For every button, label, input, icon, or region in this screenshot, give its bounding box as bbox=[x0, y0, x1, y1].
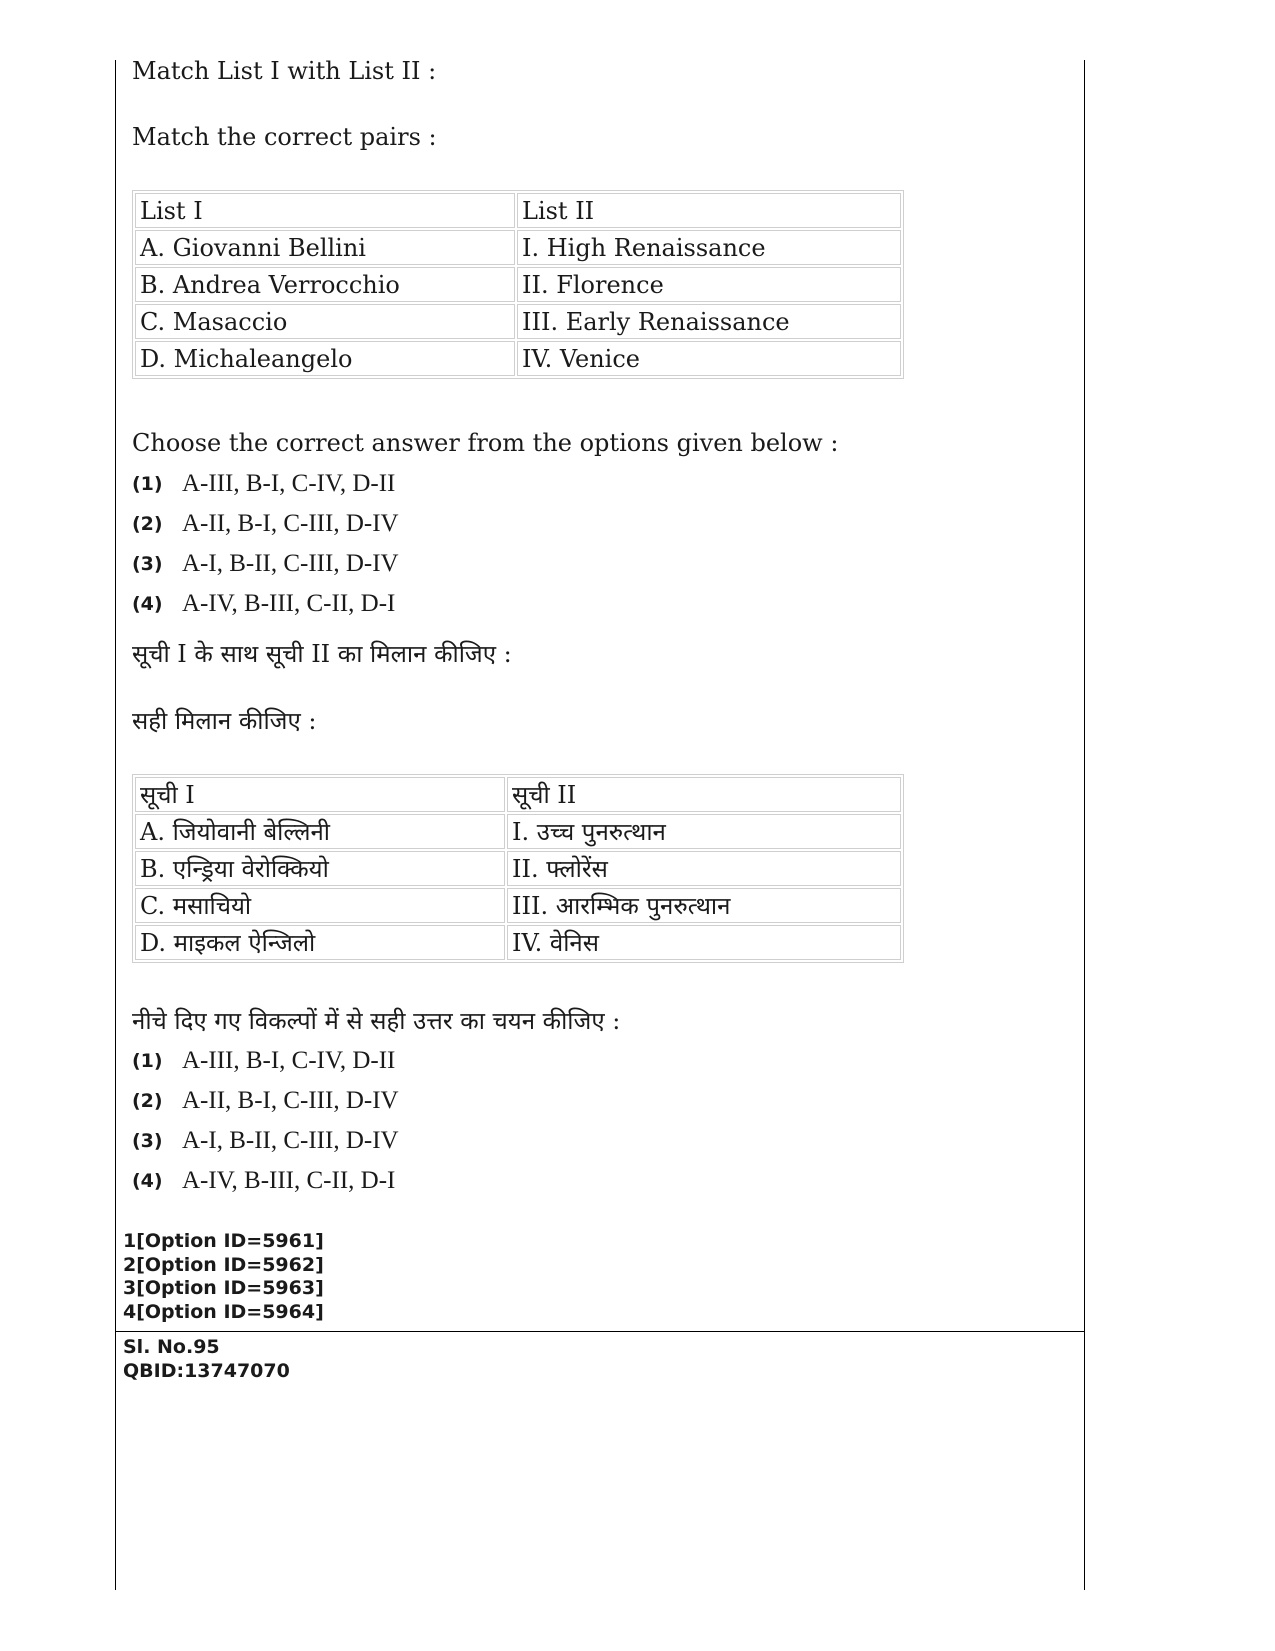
table-row bbox=[135, 888, 901, 923]
table-cell: II. Florence bbox=[517, 267, 901, 302]
option-number: (1) bbox=[132, 473, 163, 495]
table-header-cell: सूची II bbox=[507, 777, 901, 812]
match-table-hi bbox=[132, 774, 904, 963]
option-1-hi bbox=[132, 1047, 395, 1079]
option-text: A-III, B-I, C-IV, D-II bbox=[182, 1047, 396, 1074]
option-number: (2) bbox=[132, 1090, 163, 1112]
question-instruction-en: Match List I with List II : bbox=[132, 57, 437, 85]
question-bank-id: QBID:13747070 bbox=[123, 1359, 290, 1382]
table-row bbox=[135, 814, 901, 849]
table-cell: IV. वेनिस bbox=[507, 925, 901, 960]
option-3-en bbox=[132, 550, 399, 582]
table-row bbox=[135, 925, 901, 960]
option-text: A-I, B-II, C-III, D-IV bbox=[182, 550, 399, 577]
option-2-en bbox=[132, 510, 399, 542]
option-number: (4) bbox=[132, 593, 163, 615]
table-cell: II. फ्लोरेंस bbox=[507, 851, 901, 886]
table-cell: I. High Renaissance bbox=[517, 230, 901, 265]
option-number: (4) bbox=[132, 1170, 163, 1192]
page-left-border bbox=[115, 60, 116, 1590]
option-id-list bbox=[123, 1230, 324, 1324]
option-id: 3[Option ID=5963] bbox=[123, 1277, 324, 1299]
option-2-hi bbox=[132, 1087, 399, 1119]
serial-number: Sl. No.95 bbox=[123, 1336, 220, 1358]
option-number: (3) bbox=[132, 553, 163, 575]
table-header-cell: सूची I bbox=[135, 777, 505, 812]
option-text: A-I, B-II, C-III, D-IV bbox=[182, 1127, 399, 1154]
option-4-en bbox=[132, 590, 395, 622]
option-text: A-IV, B-III, C-II, D-I bbox=[182, 590, 396, 617]
table-header-row bbox=[135, 193, 901, 228]
question-subinstruction-en: Match the correct pairs : bbox=[132, 123, 437, 151]
table-cell: D. माइकल ऐन्जिलो bbox=[135, 925, 505, 960]
option-4-hi bbox=[132, 1167, 395, 1199]
option-1-en bbox=[132, 470, 395, 502]
table-row bbox=[135, 851, 901, 886]
table-cell: C. Masaccio bbox=[135, 304, 515, 339]
option-id: 2[Option ID=5962] bbox=[123, 1253, 324, 1276]
table-cell: B. Andrea Verrocchio bbox=[135, 267, 515, 302]
option-number: (3) bbox=[132, 1130, 163, 1152]
table-cell: III. Early Renaissance bbox=[517, 304, 901, 339]
option-text: A-II, B-I, C-III, D-IV bbox=[182, 1087, 399, 1114]
table-row bbox=[135, 230, 901, 265]
option-id: 4[Option ID=5964] bbox=[123, 1300, 324, 1323]
table-row bbox=[135, 341, 901, 376]
question-subinstruction-hi: सही मिलान कीजिए : bbox=[132, 707, 317, 735]
option-3-hi bbox=[132, 1127, 399, 1159]
page-right-border bbox=[1084, 60, 1085, 1590]
table-cell: A. Giovanni Bellini bbox=[135, 230, 515, 265]
option-id: 1[Option ID=5961] bbox=[123, 1230, 324, 1252]
table-row bbox=[135, 304, 901, 339]
table-cell: B. एन्ड्रिया वेरोक्कियो bbox=[135, 851, 505, 886]
choose-prompt-hi: नीचे दिए गए विकल्पों में से सही उत्तर का चयन कीजिए : bbox=[132, 1007, 621, 1035]
table-cell: I. उच्च पुनरुत्थान bbox=[507, 814, 901, 849]
match-table-en bbox=[132, 190, 904, 379]
question-instruction-hi: सूची I के साथ सूची II का मिलान कीजिए : bbox=[132, 640, 512, 668]
table-header-row bbox=[135, 777, 901, 812]
table-cell: III. आरम्भिक पुनरुत्थान bbox=[507, 888, 901, 923]
table-row bbox=[135, 267, 901, 302]
choose-prompt-en: Choose the correct answer from the options given below : bbox=[132, 429, 839, 457]
section-divider bbox=[115, 1331, 1085, 1332]
table-header-cell: List II bbox=[517, 193, 901, 228]
table-cell: A. जियोवानी बेल्लिनी bbox=[135, 814, 505, 849]
option-number: (1) bbox=[132, 1050, 163, 1072]
option-number: (2) bbox=[132, 513, 163, 535]
table-cell: C. मसाचियो bbox=[135, 888, 505, 923]
next-question-header bbox=[123, 1336, 290, 1383]
option-text: A-IV, B-III, C-II, D-I bbox=[182, 1167, 396, 1194]
table-cell: D. Michaleangelo bbox=[135, 341, 515, 376]
table-header-cell: List I bbox=[135, 193, 515, 228]
option-text: A-III, B-I, C-IV, D-II bbox=[182, 470, 396, 497]
table-cell: IV. Venice bbox=[517, 341, 901, 376]
option-text: A-II, B-I, C-III, D-IV bbox=[182, 510, 399, 537]
